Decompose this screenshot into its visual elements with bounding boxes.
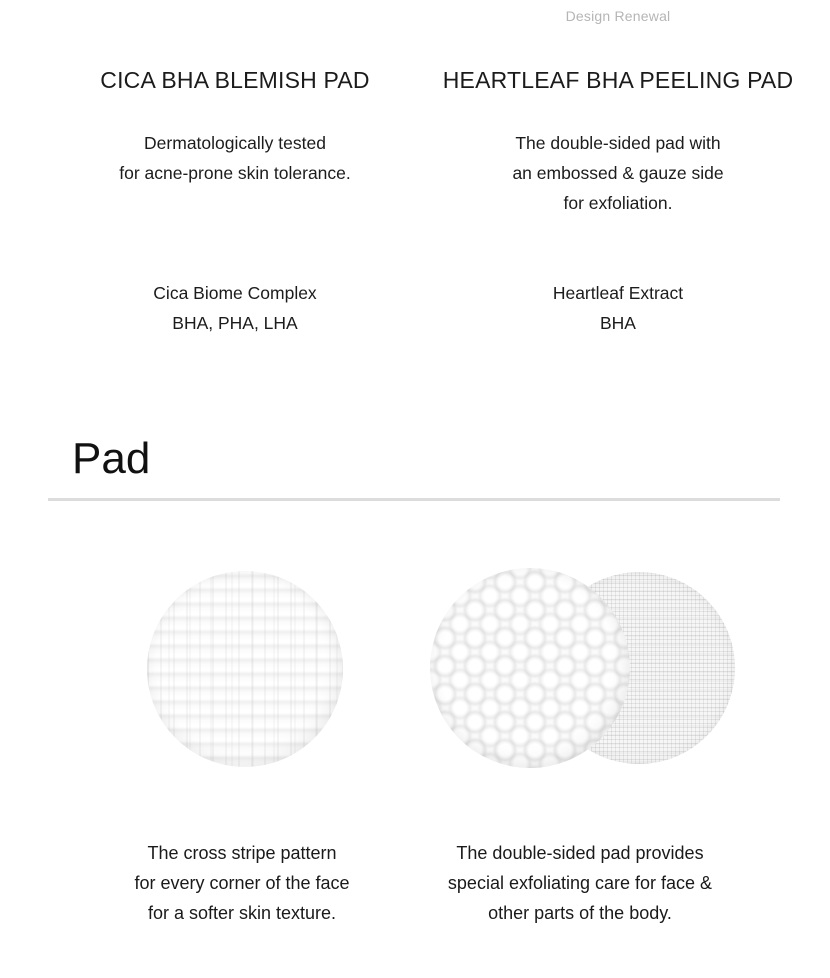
product-description-heartleaf bbox=[403, 128, 830, 218]
description-line: Dermatologically tested bbox=[144, 133, 326, 153]
product-title-cica: CICA BHA BLEMISH PAD bbox=[100, 67, 370, 93]
description-line: The double-sided pad with bbox=[515, 133, 721, 153]
caption-line: The double-sided pad provides bbox=[456, 843, 704, 863]
caption-line: for every corner of the face bbox=[134, 873, 350, 893]
design-renewal-badge: Design Renewal bbox=[565, 8, 671, 24]
cross-stripe-pad-image bbox=[147, 571, 343, 767]
product-title-heartleaf: HEARTLEAF BHA PEELING PAD bbox=[442, 67, 794, 93]
ingredient-line: Heartleaf Extract bbox=[552, 283, 684, 303]
description-line: an embossed & gauze side bbox=[512, 163, 724, 183]
ingredient-line: BHA, PHA, LHA bbox=[172, 313, 298, 333]
description-line: for exfoliation. bbox=[563, 193, 673, 213]
product-description-cica bbox=[20, 128, 450, 188]
embossed-pad-image bbox=[430, 568, 630, 768]
section-divider bbox=[48, 498, 780, 501]
ingredient-line: Cica Biome Complex bbox=[153, 283, 317, 303]
ingredient-line: BHA bbox=[600, 313, 636, 333]
pad-section-heading: Pad bbox=[72, 434, 151, 483]
caption-line: for a softer skin texture. bbox=[147, 903, 337, 923]
caption-line: other parts of the body. bbox=[488, 903, 672, 923]
caption-line: special exfoliating care for face & bbox=[447, 873, 713, 893]
pad-caption-heartleaf bbox=[365, 838, 795, 928]
ingredients-cica bbox=[20, 278, 450, 338]
ingredients-heartleaf bbox=[403, 278, 830, 338]
caption-line: The cross stripe pattern bbox=[147, 843, 337, 863]
description-line: for acne-prone skin tolerance. bbox=[119, 163, 351, 183]
